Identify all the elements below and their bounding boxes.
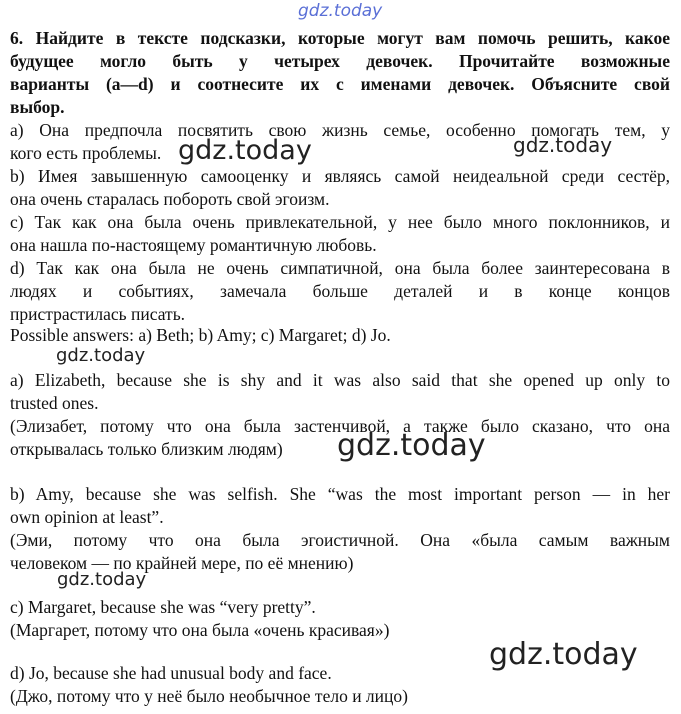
watermark-2: gdz.today: [513, 133, 613, 157]
option-a-line-2: кого есть проблемы.: [10, 143, 162, 163]
option-d-line-2: людях и событиях, замечала больше деталей и в конце концов: [10, 281, 670, 301]
watermark-6: gdz.today: [489, 637, 638, 672]
answer-a-en-line-1: a) Elizabeth, because she is shy and it was also said that she opened up only to: [10, 370, 670, 390]
answer-d-en: d) Jo, because she had unusual body and face.: [10, 663, 332, 683]
watermark-top: gdz.today: [298, 1, 383, 21]
answer-b-ru-line-2: человеком — по крайней мере, по её мнению): [10, 553, 354, 573]
task-line-3: варианты (a—d) и соотнесите их с именами девочек. Объясните свой: [10, 74, 670, 94]
option-d-line-3: пристрастилась писать.: [10, 304, 186, 324]
possible-answers: Possible answers: a) Beth; b) Amy; c) Margaret; d) Jo.: [10, 325, 391, 345]
option-c-line-1: c) Так как она была очень привлекательной, у нее было много поклонников, и: [10, 212, 670, 232]
answer-b-en-line-1: b) Amy, because she was selfish. She “was the most important person — in her: [10, 484, 670, 504]
task-line-1: 6. Найдите в тексте подсказки, которые могут вам помочь решить, какое: [10, 28, 670, 48]
task-line-2: будущее могло быть у четырех девочек. Прочитайте возможные: [10, 51, 670, 71]
answer-b-ru-line-1: (Эми, потому что она была эгоистичной. Она «была самым важным: [10, 530, 670, 550]
answer-b-en-line-2: own opinion at least”.: [10, 507, 164, 527]
option-b-line-1: b) Имея завышенную самооценку и являясь самой неидеальной среди сестёр,: [10, 166, 670, 186]
option-b-line-2: она очень старалась побороть свой эгоизм.: [10, 189, 330, 209]
answer-a-en-line-2: trusted ones.: [10, 393, 99, 413]
option-c-line-2: она нашла по-настоящему романтичную любовь.: [10, 235, 377, 255]
watermark-5: gdz.today: [57, 569, 147, 590]
answer-c-en: c) Margaret, because she was “very pretty”.: [10, 597, 316, 617]
task-line-4: выбор.: [10, 97, 65, 117]
option-a-line-1: a) Она предпочла посвятить свою жизнь семье, особенно помогать тем, у: [10, 120, 670, 140]
answer-a-ru-line-2: открывалась только близким людям): [10, 439, 283, 459]
option-d-line-1: d) Так как она была не очень симпатичной, она была более заинтересована в: [10, 258, 670, 278]
watermark-1: gdz.today: [178, 135, 312, 166]
answer-c-ru: (Маргарет, потому что она была «очень красивая»): [10, 620, 390, 640]
watermark-4: gdz.today: [337, 428, 486, 463]
answer-d-ru: (Джо, потому что у неё было необычное тело и лицо): [10, 686, 408, 706]
watermark-3: gdz.today: [56, 345, 146, 366]
answer-a-ru-line-1: (Элизабет, потому что она была застенчивой, а также было сказано, что она: [10, 416, 670, 436]
